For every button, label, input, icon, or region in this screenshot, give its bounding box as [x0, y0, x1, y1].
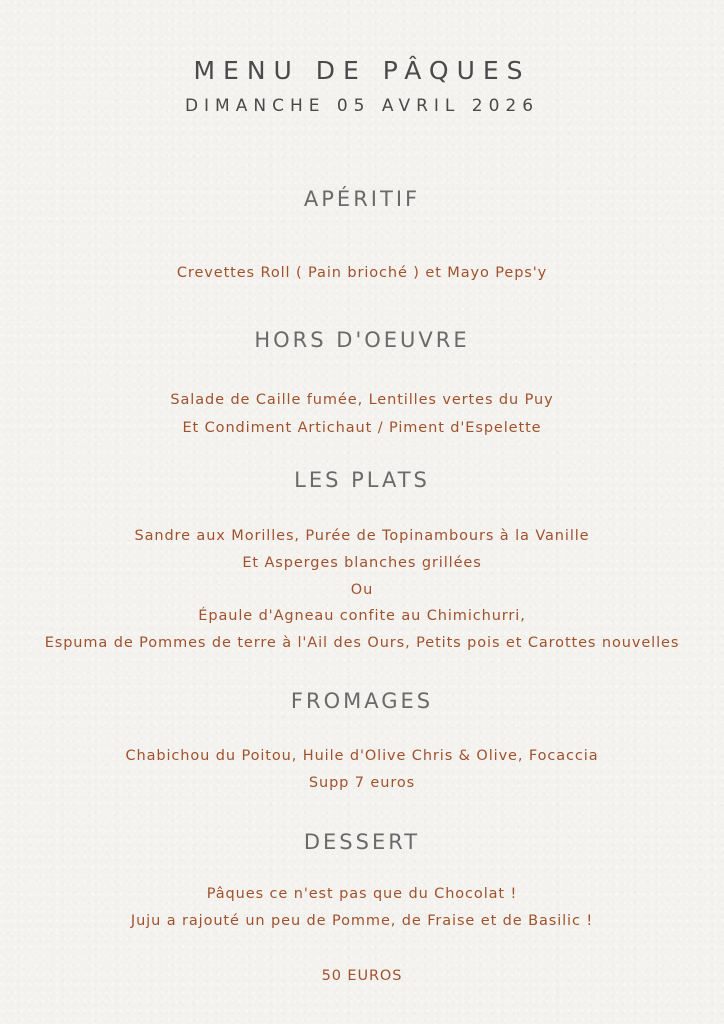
hors-doeuvre-line-2: Et Condiment Artichaut / Piment d'Espelette [182, 420, 542, 436]
dessert-line-2: Juju a rajouté un peu de Pomme, de Fraise et de Basilic ! [130, 913, 594, 929]
section-title-les-plats: LES PLATS [294, 468, 430, 492]
section-title-aperitif: APÉRITIF [303, 187, 421, 211]
fromages-line-2: Supp 7 euros [308, 775, 416, 791]
section-title-hors-doeuvre: HORS D'OEUVRE [254, 328, 470, 352]
dessert-line-1: Pâques ce n'est pas que du Chocolat ! [206, 886, 518, 902]
section-title-dessert: DESSERT [303, 830, 421, 854]
plats-line-5: Espuma de Pommes de terre à l'Ail des Ours, Petits pois et Carottes nouvelles [44, 635, 680, 651]
fromages-line-1: Chabichou du Poitou, Huile d'Olive Chris & Olive, Focaccia [125, 748, 599, 764]
section-title-fromages: FROMAGES [290, 689, 434, 713]
plats-line-4: Épaule d'Agneau confite au Chimichurri, [198, 608, 526, 624]
plats-line-1: Sandre aux Morilles, Purée de Topinambours à la Vanille [134, 528, 590, 544]
hors-doeuvre-line-1: Salade de Caille fumée, Lentilles vertes du Puy [170, 392, 554, 408]
menu-price: 50 EUROS [321, 968, 403, 984]
aperitif-line-1: Crevettes Roll ( Pain brioché ) et Mayo Peps'y [176, 265, 548, 281]
menu-title: MENU DE PÂQUES [193, 56, 531, 85]
plats-line-3: Ou [350, 582, 374, 598]
menu-date: DIMANCHE 05 AVRIL 2026 [184, 96, 540, 116]
plats-line-2: Et Asperges blanches grillées [242, 555, 482, 571]
